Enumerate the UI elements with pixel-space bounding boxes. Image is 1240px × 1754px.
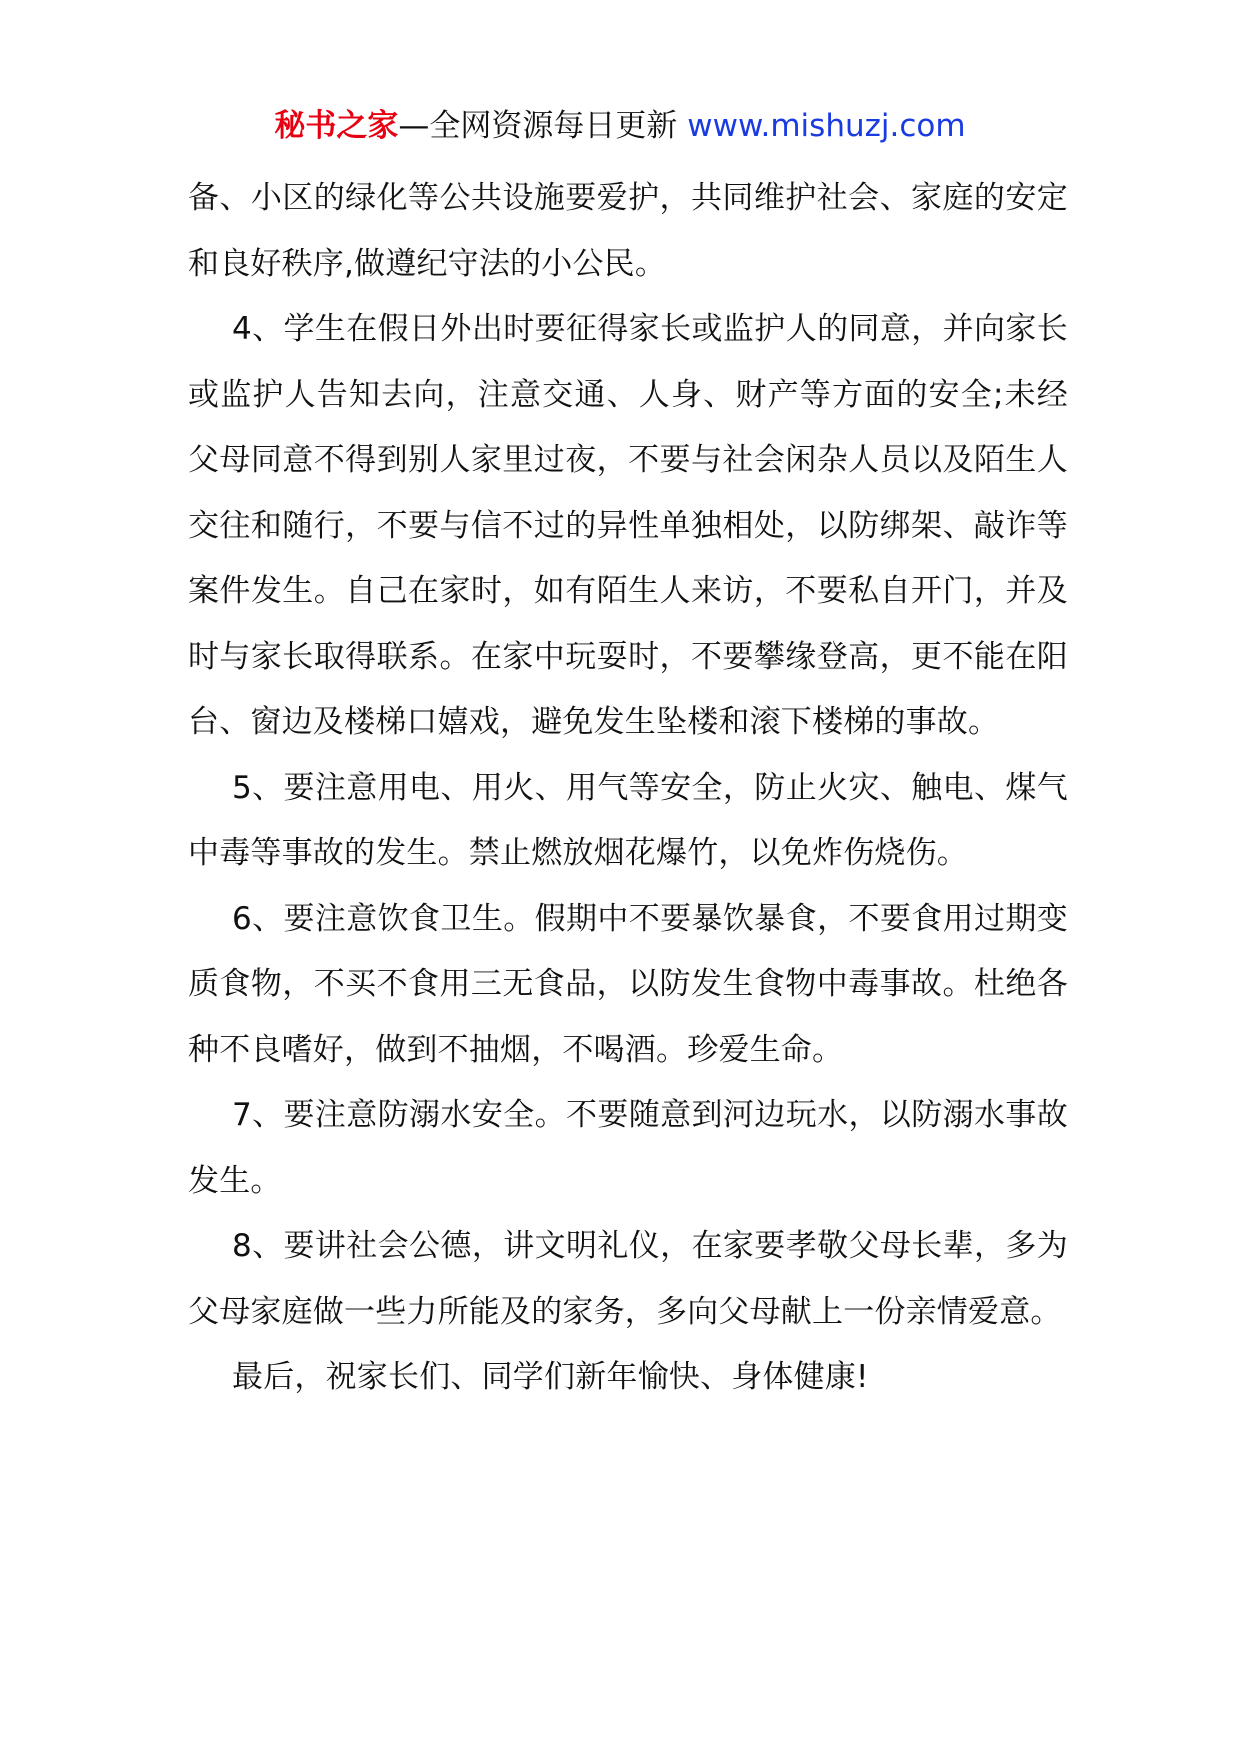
paragraph-item-7: 7、要注意防溺水安全。不要随意到河边玩水，以防溺水事故发生。 xyxy=(188,1097,1068,1199)
document-body xyxy=(188,166,1068,1411)
paragraph-item-6: 6、要注意饮食卫生。假期中不要暴饮暴食，不要食用过期变质食物，不买不食用三无食品，以防发生食物中毒事故。杜绝各种不良嗜好，做到不抽烟，不喝酒。珍爱生命。 xyxy=(188,900,1068,1068)
paragraph-item-8: 8、要讲社会公德，讲文明礼仪，在家要孝敬父母长辈，多为父母家庭做一些力所能及的家务，多向父母献上一份亲情爱意。 xyxy=(188,1228,1068,1330)
site-brand: 秘书之家 xyxy=(274,108,399,144)
site-header xyxy=(0,104,1240,148)
paragraph-continuation: 备、小区的绿化等公共设施要爱护，共同维护社会、家庭的安定和良好秩序,做遵纪守法的小公民。 xyxy=(188,180,1068,282)
site-url-link[interactable]: www.mishuzj.com xyxy=(687,108,966,144)
paragraph-item-5: 5、要注意用电、用火、用气等安全，防止火灾、触电、煤气中毒等事故的发生。禁止燃放烟花爆竹，以免炸伤烧伤。 xyxy=(188,769,1068,871)
paragraph-closing: 最后，祝家长们、同学们新年愉快、身体健康! xyxy=(232,1359,869,1395)
paragraph-item-4: 4、学生在假日外出时要征得家长或监护人的同意，并向家长或监护人告知去向，注意交通、人身、财产等方面的安全;未经父母同意不得到别人家里过夜，不要与社会闲杂人员以及陌生人交往和随行，不要与信不过的异性单独相处，以防绑架、敲诈等案件发生。自己在家时，如有陌生人来访，不要私自开门，并及时与家长取得联系。在家中玩耍时，不要攀缘登高，更不能在阳台、窗边及楼梯口嬉戏，避免发生坠楼和滚下楼梯的事故。 xyxy=(188,311,1068,740)
site-slogan: —全网资源每日更新 xyxy=(398,108,688,144)
